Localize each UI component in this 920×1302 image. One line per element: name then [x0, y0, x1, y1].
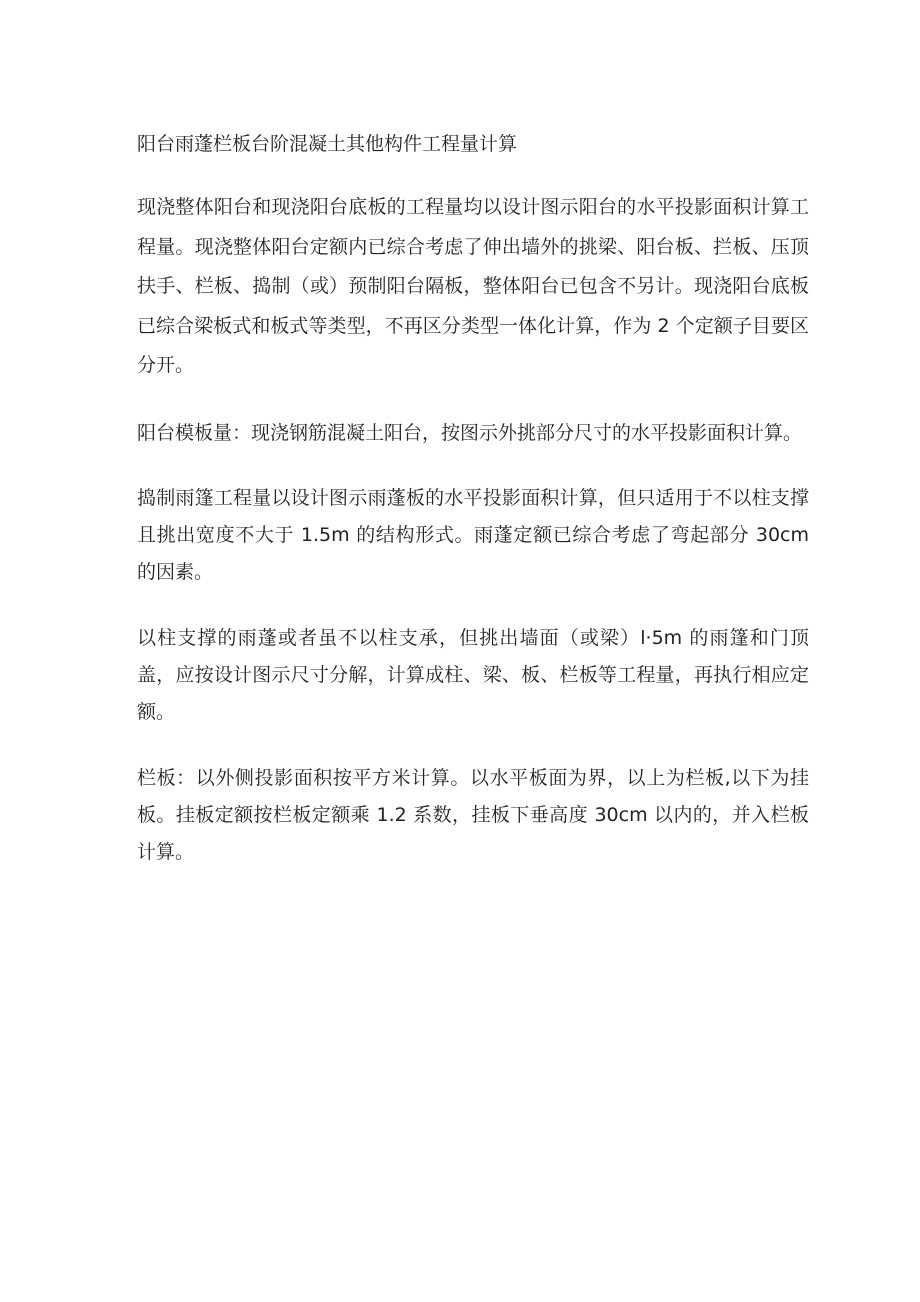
paragraph-balcony-quantity: 现浇整体阳台和现浇阳台底板的工程量均以设计图示阳台的水平投影面积计算工程量。现浇整体阳台定额内已综合考虑了伸出墙外的挑梁、阳台板、拦板、压顶扶手、栏板、捣制（或）预制阳台隔板，整体阳台已包含不另计。现浇阳台底板已综合梁板式和板式等类型，不再区分类型一体化计算，作为 2 个定额子目要区分开。	[137, 196, 809, 376]
document-title: 阳台雨蓬栏板台阶混凝土其他构件工程量计算	[137, 133, 518, 155]
paragraph-balcony-formwork: 阳台模板量：现浇钢筋混凝土阳台，按图示外挑部分尺寸的水平投影面积计算。	[137, 421, 803, 444]
paragraph-canopy-quantity: 捣制雨篷工程量以设计图示雨蓬板的水平投影面积计算，但只适用于不以柱支撑且挑出宽度不大于 1.5m 的结构形式。雨蓬定额已综合考虑了弯起部分 30cm 的因素。	[137, 486, 809, 583]
paragraph-column-canopy: 以柱支撑的雨蓬或者虽不以柱支承，但挑出墙面（或梁）l·5m 的雨篷和门顶盖，应按设计图示尺寸分解，计算成柱、梁、板、栏板等工程量，再执行相应定额。	[137, 626, 809, 723]
document-page	[137, 128, 809, 900]
paragraph-parapet-board: 栏板：以外侧投影面积按平方米计算。以水平板面为界，以上为栏板,以下为挂板。挂板定额按栏板定额乘 1.2 系数，挂板下垂高度 30cm 以内的，并入栏板计算。	[137, 766, 809, 863]
